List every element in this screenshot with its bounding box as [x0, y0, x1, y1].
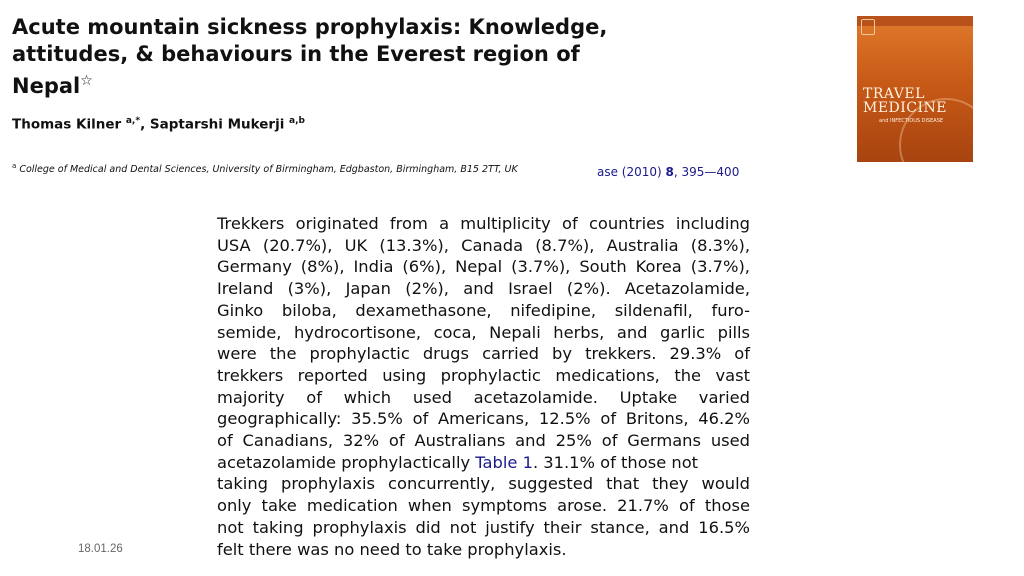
title-line-3 — [12, 68, 732, 100]
excerpt-line: felt there was no need to take prophylaxis. — [217, 539, 567, 559]
table-1-link[interactable]: Table 1 — [475, 452, 533, 472]
citation-pages: , 395—400 — [673, 165, 740, 179]
author-affiliation-marker: a,* — [125, 116, 141, 126]
author-list — [12, 116, 305, 133]
journal-citation — [597, 165, 739, 179]
title-line-1: Acute mountain sickness prophylaxis: Knowledge, — [12, 15, 608, 39]
citation-volume: 8 — [665, 165, 674, 179]
excerpt-text: acetazolamide prophylactically — [217, 452, 476, 472]
author-name: Thomas Kilner — [12, 116, 122, 133]
affiliation-marker: a — [12, 162, 17, 170]
excerpt-line: were the prophylactic drugs carried by trekkers. 29.3% of — [217, 344, 750, 364]
article-excerpt — [217, 213, 750, 560]
excerpt-line: semide, hydrocortisone, coca, Nepali herbs, and garlic pills — [217, 322, 750, 342]
affiliation-text: College of Medical and Dental Sciences, University of Birmingham, Edgbaston, Birmingham, B15 2TT, UK — [19, 164, 518, 176]
excerpt-line: Ginko biloba, dexamethasone, nifedipine, sildenafil, furo- — [217, 300, 750, 320]
excerpt-line: taking prophylaxis concurrently, suggested that they would — [217, 474, 750, 494]
title-line-2: attitudes, & behaviours in the Everest region of — [12, 42, 580, 66]
excerpt-text: . 31.1% of those not — [532, 452, 699, 472]
star-footnote-icon: ☆ — [80, 73, 93, 89]
excerpt-line: Germany (8%), India (6%), Nepal (3.7%), South Korea (3.7%), — [217, 257, 750, 277]
excerpt-line: geographically: 35.5% of Americans, 12.5% of Britons, 46.2% — [217, 409, 750, 429]
excerpt-line: only take medication when symptoms arose. 21.7% of those — [217, 496, 750, 516]
slide-date: 18.01.26 — [78, 543, 123, 555]
affiliation — [12, 162, 518, 175]
excerpt-line-with-link — [217, 452, 750, 474]
author-affiliation-marker: a,b — [289, 116, 305, 126]
excerpt-line: Trekkers originated from a multiplicity of countries including — [217, 214, 750, 233]
author-separator: , — [140, 116, 150, 133]
author-name: Saptarshi Mukerji — [149, 116, 285, 133]
journal-cover-image — [857, 16, 973, 162]
article-title — [12, 14, 732, 100]
cover-title-1: TRAVEL — [863, 86, 925, 102]
excerpt-line: USA (20.7%), UK (13.3%), Canada (8.7%), Australia (8.3%), — [217, 235, 750, 255]
excerpt-line: not taking prophylaxis did not justify their stance, and 16.5% — [217, 517, 750, 537]
excerpt-line: Ireland (3%), Japan (2%), and Israel (2%). Acetazolamide, — [217, 279, 750, 299]
excerpt-line: of Canadians, 32% of Australians and 25% of Germans used — [217, 431, 750, 451]
cover-title-2: MEDICINE — [863, 100, 948, 116]
citation-prefix: ase (2010) — [597, 165, 666, 179]
excerpt-line: trekkers reported using prophylactic medications, the vast — [217, 365, 750, 385]
title-line-3-text: Nepal — [12, 74, 81, 98]
excerpt-line: majority of which used acetazolamide. Uptake varied — [217, 387, 750, 407]
cover-subtitle: and INFECTIOUS DISEASE — [879, 118, 944, 124]
publisher-logo-icon — [861, 19, 875, 35]
